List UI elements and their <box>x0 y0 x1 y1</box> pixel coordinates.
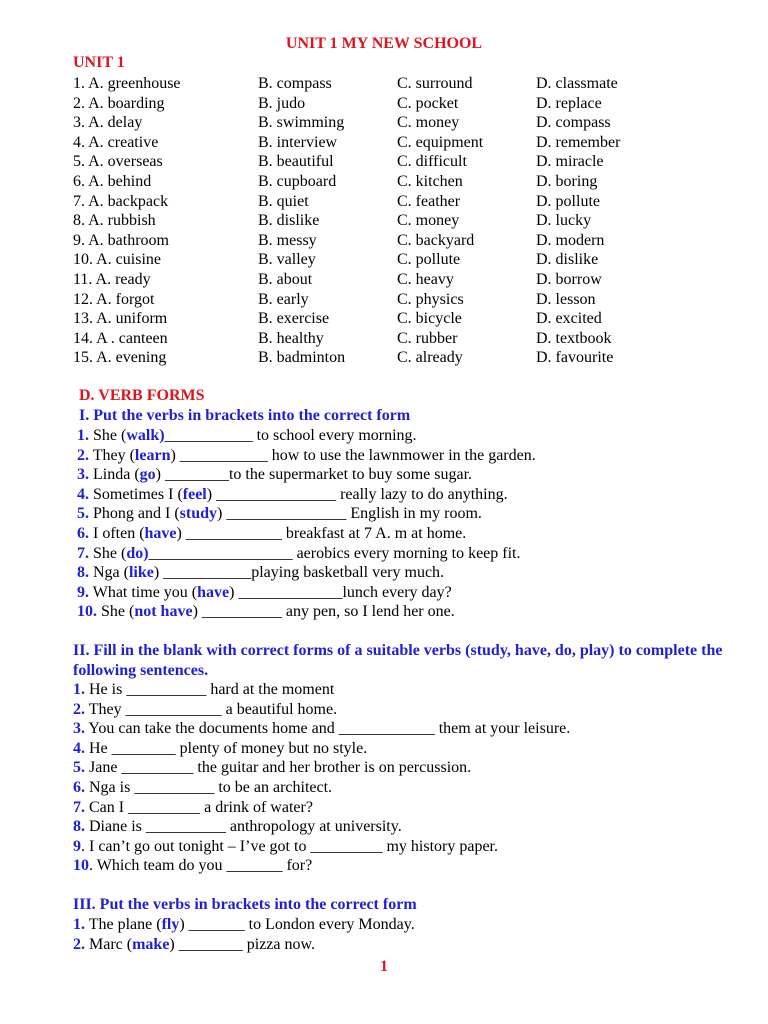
pronunciation-list <box>73 74 693 368</box>
item-text-after: ) _______________ English in my room. <box>217 505 482 523</box>
verb-keyword: learn <box>134 446 171 464</box>
section-1-heading: I. Put the verbs in brackets into the correct form <box>79 407 411 424</box>
choice-option: C. difficult <box>397 153 467 171</box>
list-item <box>73 798 570 818</box>
list-item <box>73 700 570 720</box>
choice-option: B. quiet <box>258 192 309 210</box>
choice-option: 2. A. boarding <box>73 94 165 112</box>
item-text-before: She ( <box>89 427 127 444</box>
choice-row <box>73 74 693 94</box>
list-item <box>77 602 536 622</box>
item-text-after: ) ________ pizza now. <box>169 935 316 953</box>
choice-option: 13. A. uniform <box>73 310 168 328</box>
choice-option: D. lesson <box>536 290 596 308</box>
item-number: 7. <box>77 544 89 562</box>
item-number: 9. <box>77 583 89 601</box>
item-number: 2. <box>73 700 85 718</box>
choice-option: D. miracle <box>536 153 604 171</box>
choice-option: D. dislike <box>536 251 599 269</box>
item-text: He is __________ hard at the moment <box>85 681 335 698</box>
item-text-after: ) __________ any pen, so I lend her one. <box>192 603 455 621</box>
item-text-before: The plane ( <box>85 916 162 933</box>
item-number: 3. <box>73 720 85 738</box>
list-item <box>73 778 570 798</box>
list-item <box>77 524 536 544</box>
choice-option: B. interview <box>258 133 338 151</box>
choice-option: D. compass <box>536 114 611 132</box>
choice-option: C. rubber <box>397 329 458 347</box>
item-text-before: I often ( <box>89 524 145 542</box>
item-number: 10. <box>77 603 97 621</box>
item-number: 8. <box>73 818 85 836</box>
choice-row <box>73 192 693 212</box>
choice-option: D. remember <box>536 133 621 151</box>
list-item <box>73 719 570 739</box>
choice-option: 9. A. bathroom <box>73 231 169 249</box>
page-title: UNIT 1 MY NEW SCHOOL <box>285 35 483 52</box>
choice-row <box>73 309 693 329</box>
item-text: You can take the documents home and ____________ them at your leisure. <box>85 720 571 738</box>
item-text: Diane is __________ anthropology at university. <box>85 818 402 836</box>
item-text: He ________ plenty of money but no style. <box>85 739 368 757</box>
item-number: 1. <box>73 916 85 933</box>
item-text: They ____________ a beautiful home. <box>85 700 338 718</box>
item-text-before: Sometimes I ( <box>89 485 183 503</box>
item-number: 2. <box>73 935 85 953</box>
item-text: Nga is __________ to be an architect. <box>85 778 333 796</box>
item-text-after: __________________ aerobics every morning to keep fit. <box>148 544 521 562</box>
choice-option: C. feather <box>397 192 461 210</box>
choice-option: 4. A. creative <box>73 133 159 151</box>
list-item <box>77 446 536 466</box>
choice-option: C. bicycle <box>397 310 462 328</box>
verb-keyword: make <box>132 935 170 953</box>
choice-option: B. badminton <box>258 349 346 367</box>
item-text-before: They ( <box>89 446 135 464</box>
list-item <box>73 856 570 876</box>
verb-keyword: go <box>139 466 156 484</box>
choice-option: C. physics <box>397 290 464 308</box>
choice-row <box>73 270 693 290</box>
page-number: 1 <box>380 958 388 975</box>
choice-option: B. about <box>258 270 313 288</box>
choice-row <box>73 250 693 270</box>
list-item <box>77 504 536 524</box>
choice-option: 12. A. forgot <box>73 290 155 308</box>
choice-row <box>73 133 693 153</box>
item-text-after: ) ____________ breakfast at 7 A. m at home. <box>176 524 467 542</box>
choice-option: C. kitchen <box>397 172 463 190</box>
choice-option: B. swimming <box>258 114 345 132</box>
item-number: 1. <box>73 681 85 698</box>
list-item <box>77 544 536 564</box>
choice-option: C. heavy <box>397 270 454 288</box>
choice-option: 15. A. evening <box>73 349 167 367</box>
verb-keyword: feel <box>182 485 207 503</box>
choice-option: B. judo <box>258 94 306 112</box>
verb-keyword: have <box>197 583 230 601</box>
item-number: 10 <box>73 857 89 875</box>
list-item <box>77 485 536 505</box>
section-1-list <box>77 426 536 622</box>
item-text: . Which team do you _______ for? <box>89 857 313 875</box>
choice-option: C. pollute <box>397 251 461 269</box>
choice-option: 10. A. cuisine <box>73 251 161 269</box>
choice-row <box>73 290 693 310</box>
section-3-list <box>73 915 415 954</box>
item-text-before: Nga ( <box>89 564 129 582</box>
list-item <box>73 817 570 837</box>
item-number: 6. <box>73 778 85 796</box>
choice-option: 8. A. rubbish <box>73 212 156 230</box>
list-item <box>77 563 536 583</box>
item-number: 4. <box>77 485 89 503</box>
item-text-after: ) ___________ how to use the lawnmower in the garden. <box>170 446 536 464</box>
choice-option: D. textbook <box>536 329 612 347</box>
choice-row <box>73 231 693 251</box>
choice-option: D. modern <box>536 231 605 249</box>
choice-row <box>73 329 693 349</box>
choice-option: B. cupboard <box>258 172 337 190</box>
choice-option: D. classmate <box>536 75 618 92</box>
choice-option: B. compass <box>258 75 332 92</box>
choice-option: D. replace <box>536 94 602 112</box>
list-item <box>77 583 536 603</box>
choice-option: C. already <box>397 349 463 367</box>
item-number: 5. <box>77 505 89 523</box>
choice-option: 5. A. overseas <box>73 153 163 171</box>
item-text-before: Linda ( <box>89 466 140 484</box>
choice-option: 14. A . canteen <box>73 329 168 347</box>
choice-option: C. pocket <box>397 94 459 112</box>
list-item <box>73 935 415 955</box>
item-text-after: ) ________to the supermarket to buy some sugar. <box>155 466 473 484</box>
list-item <box>73 837 570 857</box>
item-number: 9 <box>73 837 81 855</box>
list-item <box>73 758 570 778</box>
list-item <box>73 680 570 700</box>
choice-option: D. lucky <box>536 212 592 230</box>
choice-option: D. excited <box>536 310 602 328</box>
choice-option: D. boring <box>536 172 598 190</box>
verb-keyword: fly <box>161 916 180 933</box>
choice-option: 7. A. backpack <box>73 192 169 210</box>
list-item <box>73 739 570 759</box>
choice-row <box>73 348 693 368</box>
section-3-heading: III. Put the verbs in brackets into the correct form <box>73 896 417 913</box>
item-text-after: ) _______ to London every Monday. <box>179 916 415 933</box>
choice-option: 1. A. greenhouse <box>73 75 181 92</box>
verb-keyword: do) <box>126 544 149 562</box>
item-text-before: Phong and I ( <box>89 505 180 523</box>
choice-option: C. money <box>397 114 460 132</box>
choice-option: B. beautiful <box>258 153 334 171</box>
verb-keyword: walk) <box>126 427 165 444</box>
choice-option: B. dislike <box>258 212 320 230</box>
item-number: 1. <box>77 427 89 444</box>
item-text: Can I _________ a drink of water? <box>85 798 313 816</box>
choice-row <box>73 113 693 133</box>
choice-row <box>73 94 693 114</box>
item-text: Jane _________ the guitar and her brother is on percussion. <box>85 759 472 777</box>
verb-keyword: like <box>128 564 154 582</box>
item-number: 8. <box>77 564 89 582</box>
choice-option: C. backyard <box>397 231 475 249</box>
choice-option: C. equipment <box>397 133 484 151</box>
item-text-after: ) _____________lunch every day? <box>229 583 452 601</box>
item-number: 7. <box>73 798 85 816</box>
choice-option: D. borrow <box>536 270 602 288</box>
item-text-after: ___________ to school every morning. <box>164 427 417 444</box>
list-item <box>77 465 536 485</box>
verb-keyword: have <box>144 524 177 542</box>
list-item <box>77 426 536 446</box>
choice-option: B. messy <box>258 231 317 249</box>
choice-option: 11. A. ready <box>73 270 151 288</box>
choice-option: D. pollute <box>536 192 600 210</box>
item-text-after: ) _______________ really lazy to do anything. <box>206 485 508 503</box>
choice-option: C. money <box>397 212 460 230</box>
item-text-before: What time you ( <box>89 583 198 601</box>
verb-keyword: study <box>179 505 218 523</box>
choice-row <box>73 211 693 231</box>
item-number: 5. <box>73 759 85 777</box>
choice-option: 3. A. delay <box>73 114 143 132</box>
item-number: 4. <box>73 739 85 757</box>
choice-option: B. early <box>258 290 309 308</box>
section-d-heading: D. VERB FORMS <box>79 387 205 404</box>
item-number: 2. <box>77 446 89 464</box>
choice-option: B. healthy <box>258 329 324 347</box>
choice-option: D. favourite <box>536 349 614 367</box>
item-number: 6. <box>77 524 89 542</box>
item-text-before: Marc ( <box>85 935 133 953</box>
choice-option: 6. A. behind <box>73 172 152 190</box>
verb-keyword: not have <box>134 603 193 621</box>
choice-row <box>73 152 693 172</box>
section-2-heading: II. Fill in the blank with correct forms of a suitable verbs (study, have, do, play) to complete the following sentences. <box>73 642 723 679</box>
choice-option: C. surround <box>397 75 473 92</box>
list-item <box>73 915 415 935</box>
item-text: . I can’t go out tonight – I’ve got to _________ my history paper. <box>81 837 498 855</box>
choice-option: B. valley <box>258 251 316 269</box>
section-2-list <box>73 680 570 876</box>
choice-option: B. exercise <box>258 310 330 328</box>
item-text-before: She ( <box>97 603 135 621</box>
item-text-before: She ( <box>89 544 127 562</box>
unit-heading: UNIT 1 <box>73 54 125 71</box>
item-text-after: ) ___________playing basketball very much. <box>153 564 445 582</box>
choice-row <box>73 172 693 192</box>
item-number: 3. <box>77 466 89 484</box>
